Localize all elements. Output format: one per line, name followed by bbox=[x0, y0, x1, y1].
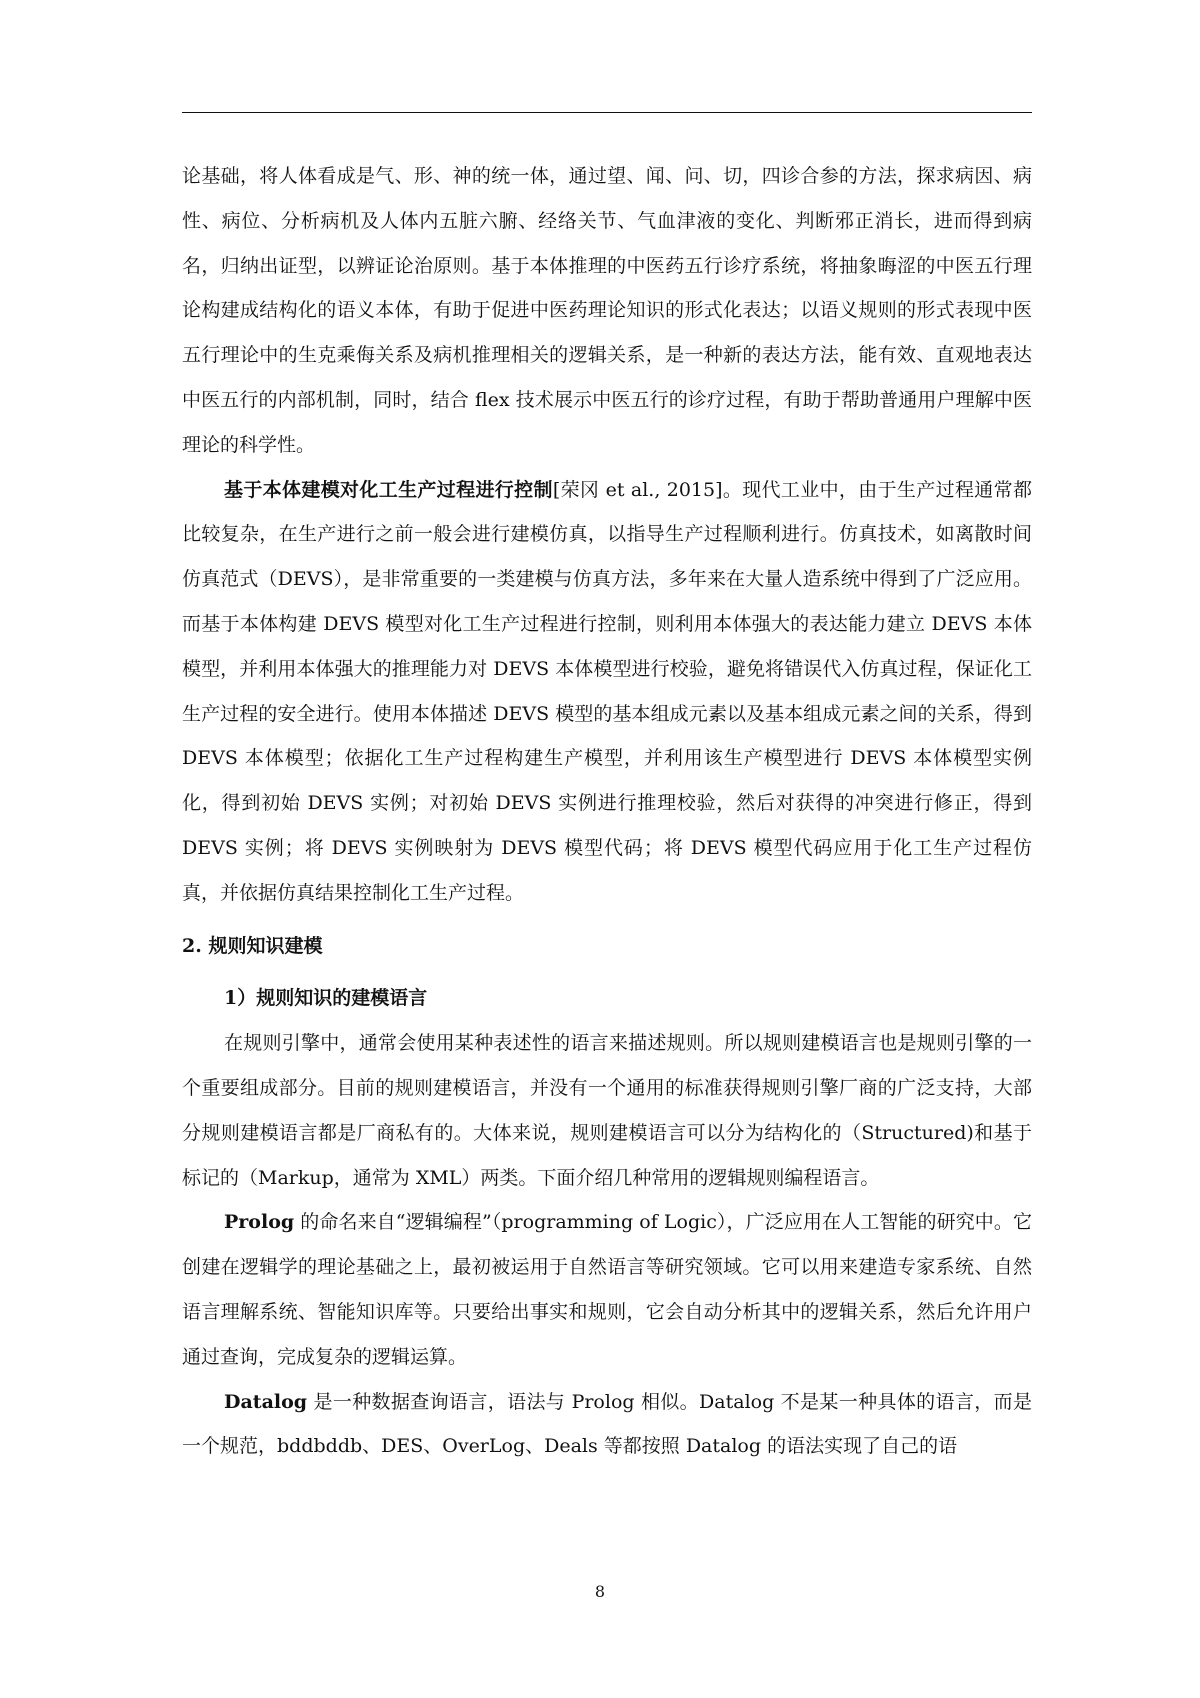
paragraph-text: 的命名来自“逻辑编程”（programming of Logic），广泛应用在人工智能的研究中。它创建在逻辑学的理论基础之上，最初被运用于自然语言等研究领域。它可以用来建造专家系统、自然语言理解系统、智能知识库等。只要给出事实和规则，它会自动分析其中的逻辑关系，然后允许用户通过查询，完成复杂的逻辑运算。 bbox=[182, 1211, 1032, 1368]
paragraph bbox=[182, 1200, 1032, 1379]
section-heading: 2. 规则知识建模 bbox=[182, 934, 323, 957]
paragraph-text: 是一种数据查询语言，语法与 Prolog 相似。Datalog 不是某一种具体的语言，而是一个规范，bddbddb、DES、OverLog、Deals 等都按照 Datalog 的语法实现了自己的语 bbox=[182, 1390, 1032, 1458]
paragraph-text: [荣冈 et al., 2015]。现代工业中，由于生产过程通常都比较复杂，在生产进行之前一般会进行建模仿真，以指导生产过程顺利进行。仿真技术，如离散时间仿真范式（DEVS），是非常重要的一类建模与仿真方法，多年来在大量人造系统中得到了广泛应用。而基于本体构建 DEVS 模型对化工生产过程进行控制，则利用本体强大的表达能力建立 DEVS 本体模型，并利用本体强大的推理能力对 DEVS 本体模型进行校验，避免将错误代入仿真过程，保证化工生产过程的安全进行。使用本体描述 DEVS 模型的基本组成元素以及基本组成元素之间的关系，得到 DEVS 本体模型；依据化工生产过程构建生产模型，并利用该生产模型进行 DEVS 本体模型实例化，得到初始 DEVS 实例；对初始 DEVS 实例进行推理校验，然后对获得的冲突进行修正，得到 DEVS 实例；将 DEVS 实例映射为 DEVS 模型代码；将 DEVS 模型代码应用于化工生产过程仿真，并依据仿真结果控制化工生产过程。 bbox=[182, 478, 1032, 904]
paragraph-text: 在规则引擎中，通常会使用某种表述性的语言来描述规则。所以规则建模语言也是规则引擎的一个重要组成部分。目前的规则建模语言，并没有一个通用的标准获得规则引擎厂商的广泛支持，大部分规则建模语言都是厂商私有的。大体来说，规则建模语言可以分为结构化的（Structured)和基于标记的（Markup，通常为 XML）两类。下面介绍几种常用的逻辑规则编程语言。 bbox=[182, 1032, 1032, 1189]
paragraph-lead-bold: Datalog bbox=[224, 1390, 308, 1413]
paragraph bbox=[182, 1380, 1032, 1470]
document-body bbox=[182, 154, 1032, 1469]
subsection-heading: 1）规则知识的建模语言 bbox=[224, 987, 428, 1010]
paragraph-lead-bold: Prolog bbox=[224, 1211, 295, 1234]
page-number: 8 bbox=[594, 1582, 606, 1601]
paragraph bbox=[182, 468, 1032, 916]
paragraph-lead-bold: 基于本体建模对化工生产过程进行控制 bbox=[224, 478, 553, 501]
paragraph bbox=[182, 1021, 1032, 1200]
paragraph-text: 论基础，将人体看成是气、形、神的统一体，通过望、闻、问、切，四诊合参的方法，探求病因、病性、病位、分析病机及人体内五脏六腑、经络关节、气血津液的变化、判断邪正消长，进而得到病名，归纳出证型，以辨证论治原则。基于本体推理的中医药五行诊疗系统，将抽象晦涩的中医五行理论构建成结构化的语义本体，有助于促进中医药理论知识的形式化表达；以语义规则的形式表现中医五行理论中的生克乘侮关系及病机推理相关的逻辑关系，是一种新的表达方法，能有效、直观地表达中医五行的内部机制，同时，结合 flex 技术展示中医五行的诊疗过程，有助于帮助普通用户理解中医理论的科学性。 bbox=[182, 165, 1032, 456]
paragraph bbox=[182, 154, 1032, 468]
header-rule bbox=[182, 112, 1032, 113]
